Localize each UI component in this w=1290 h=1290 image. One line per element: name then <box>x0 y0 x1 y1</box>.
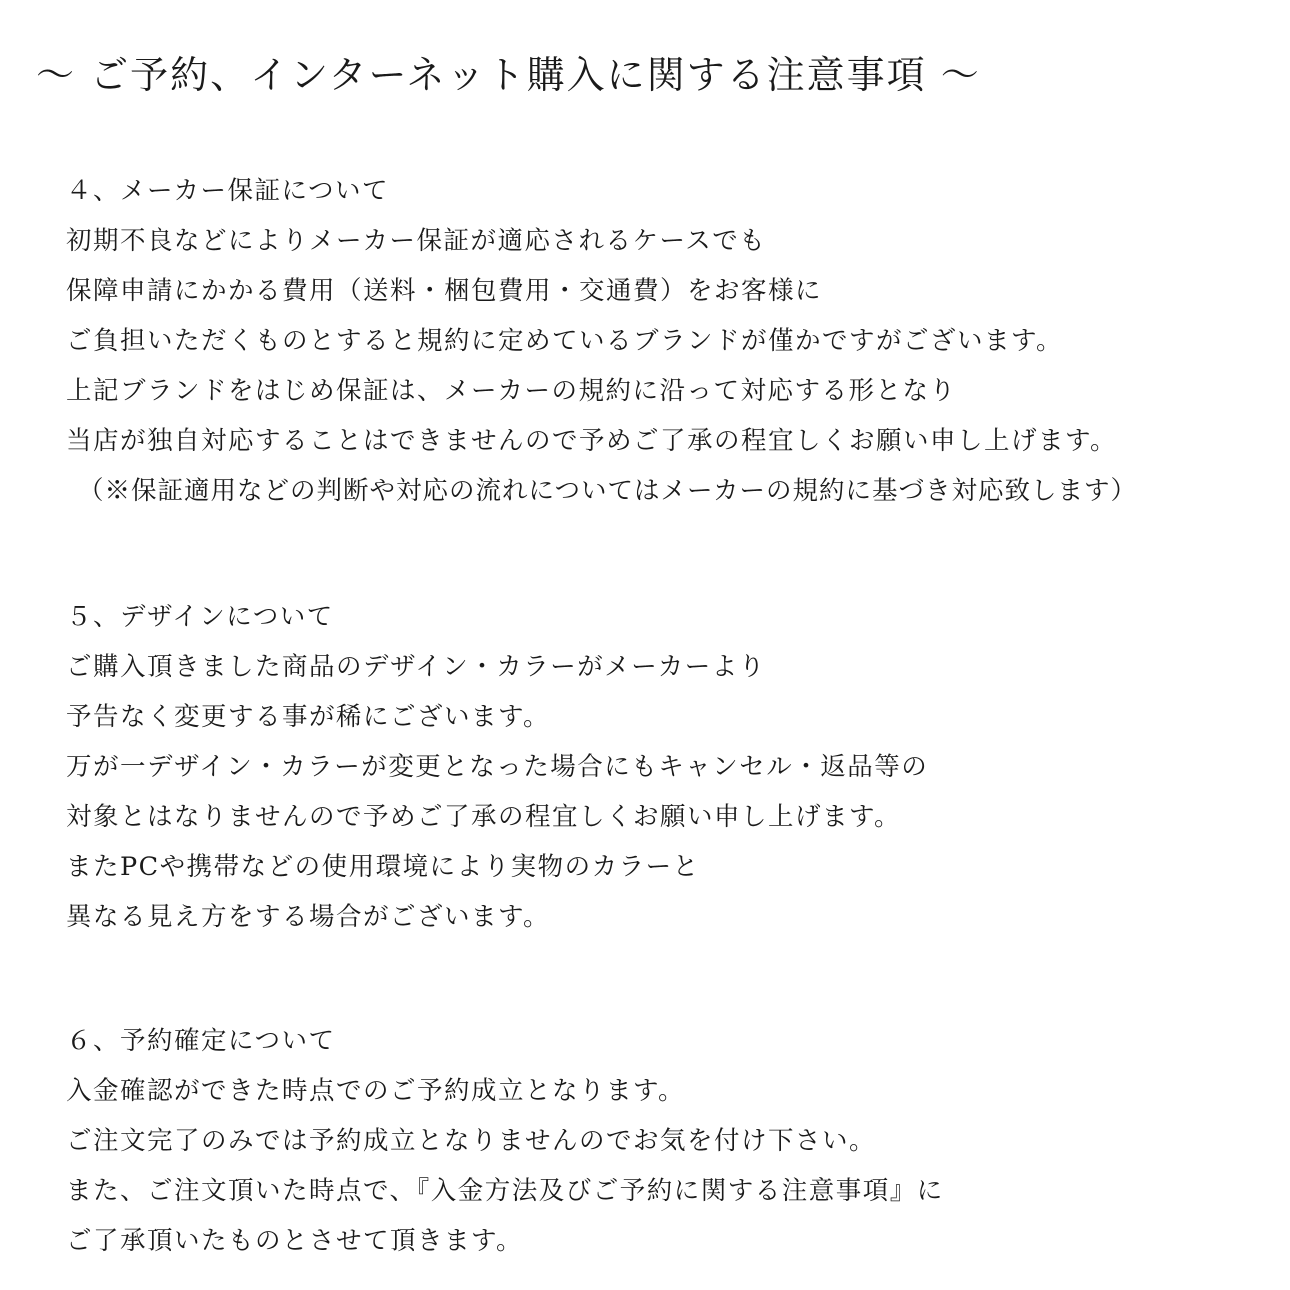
section-line: 保障申請にかかる費用（送料・梱包費用・交通費）をお客様に <box>66 276 823 306</box>
section-reservation-confirmation <box>66 1016 944 1266</box>
page-title: 〜 ご予約、インターネット購入に関する注意事項 〜 <box>36 53 981 97</box>
section-line: ご負担いただくものとすると規約に定めているブランドが僅かですがございます。 <box>66 326 1063 356</box>
section-heading: ５、デザインについて <box>66 602 334 632</box>
section-line: 初期不良などによりメーカー保証が適応されるケースでも <box>66 226 767 256</box>
section-note: （※保証適用などの判断や対応の流れについてはメーカーの規約に基づき対応致します） <box>78 476 1137 506</box>
section-line: 入金確認ができた時点でのご予約成立となります。 <box>66 1076 685 1106</box>
section-design <box>66 592 928 942</box>
section-line: ご購入頂きました商品のデザイン・カラーがメーカーより <box>66 652 766 682</box>
section-line: また、ご注文頂いた時点で、『入金方法及びご予約に関する注意事項』に <box>66 1176 944 1206</box>
section-line: 異なる見え方をする場合がございます。 <box>66 902 550 932</box>
section-line: 上記ブランドをはじめ保証は、メーカーの規約に沿って対応する形となり <box>66 376 957 406</box>
section-line: ご注文完了のみでは予約成立となりませんのでお気を付け下さい。 <box>66 1126 877 1156</box>
section-line: 当店が独自対応することはできませんので予めご了承の程宜しくお願い申し上げます。 <box>66 426 1117 456</box>
section-line: 万が一デザイン・カラーが変更となった場合にもキャンセル・返品等の <box>66 752 929 782</box>
section-heading: ４、メーカー保証について <box>66 176 389 206</box>
section-line: ご了承頂いたものとさせて頂きます。 <box>66 1226 523 1256</box>
section-line: またPCや携帯などの使用環境により実物のカラーと <box>66 852 700 882</box>
section-manufacturer-warranty <box>66 166 1137 516</box>
section-line: 予告なく変更する事が稀にございます。 <box>66 702 550 732</box>
section-line: 対象とはなりませんので予めご了承の程宜しくお願い申し上げます。 <box>66 802 901 832</box>
section-heading: ６、予約確定について <box>66 1026 336 1056</box>
